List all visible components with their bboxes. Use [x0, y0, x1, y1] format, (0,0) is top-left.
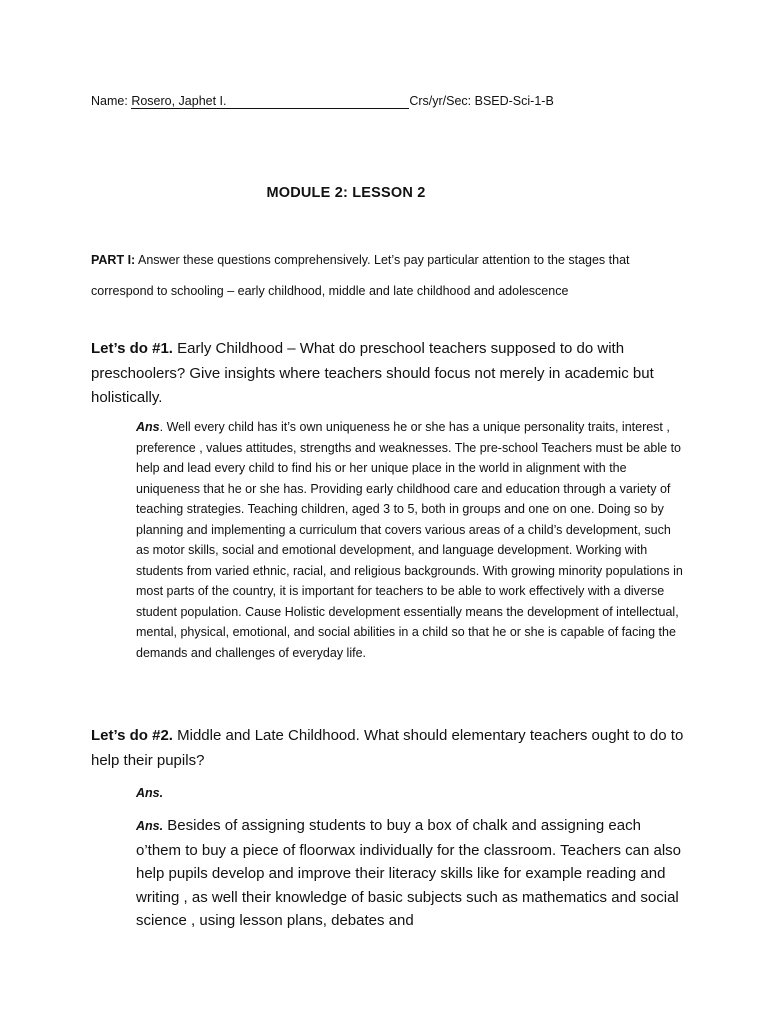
answer-1-label: Ans — [136, 420, 160, 434]
section-value: BSED-Sci-1-B — [474, 94, 554, 108]
answer-2-first-label: Ans. — [136, 786, 164, 800]
answer-1 — [136, 417, 684, 663]
name-label: Name: — [91, 94, 128, 108]
question-1-text: Early Childhood – What do preschool teachers supposed to do with preschoolers? Give insights where teachers should focus not merely in academic but holistically. — [91, 340, 654, 406]
page-title: MODULE 2: LESSON 2 — [266, 185, 426, 201]
part-one-text: Answer these questions comprehensively. Let’s pay particular attention to the stages that correspond to schooling – early childhood, middle and late childhood and adolescence — [91, 253, 630, 298]
part-one-label: PART I: — [91, 253, 136, 267]
answer-2-placeholder — [136, 783, 684, 804]
question-2 — [91, 724, 691, 773]
question-2-label: Let’s do #2. — [91, 727, 173, 744]
part-one-instructions — [91, 245, 691, 307]
question-1 — [91, 337, 691, 411]
answer-1-text: . Well every child has it’s own uniqueness he or she has a unique personality traits, interest , preference , values attitudes, strengths and weaknesses. The pre-school Teachers must be able to help and lead every child to find his or her unique place in the world in alignment with the uniqueness that he or she has. Providing early childhood care and education through a variety of teaching strategies. Teaching children, aged 3 to 5, both in groups and one on one. Doing so by planning and implementing a curriculum that covers various areas of a child’s development, such as motor skills, social and emotional development, and language development. Working with students from varied ethnic, racial, and religious backgrounds. With growing minority populations in most parts of the country, it is important for teachers to be able to work effectively with a diverse student population. Cause Holistic development essentially means the development of intellectual, mental, physical, emotional, and social abilities in a child so that he or she is capable of facing the demands and challenges of everyday life. — [136, 420, 683, 660]
question-1-label: Let’s do #1. — [91, 340, 173, 357]
question-2-text: Middle and Late Childhood. What should elementary teachers ought to do to help their pupils? — [91, 727, 684, 769]
section-label: Crs/yr/Sec: — [409, 94, 472, 108]
answer-2-text: Besides of assigning students to buy a box of chalk and assigning each o’them to buy a piece of floorwax individually for the classroom. Teachers can also help pupils develop and improve their literacy skills like for example reading and writing , as well their knowledge of basic subjects such as mathematics and social science , using lesson plans, debates and — [136, 817, 682, 929]
answer-2-label: Ans. — [136, 819, 164, 833]
name-value: Rosero, Japhet I. — [131, 94, 409, 109]
header-line — [91, 94, 554, 109]
answer-2 — [136, 814, 684, 933]
